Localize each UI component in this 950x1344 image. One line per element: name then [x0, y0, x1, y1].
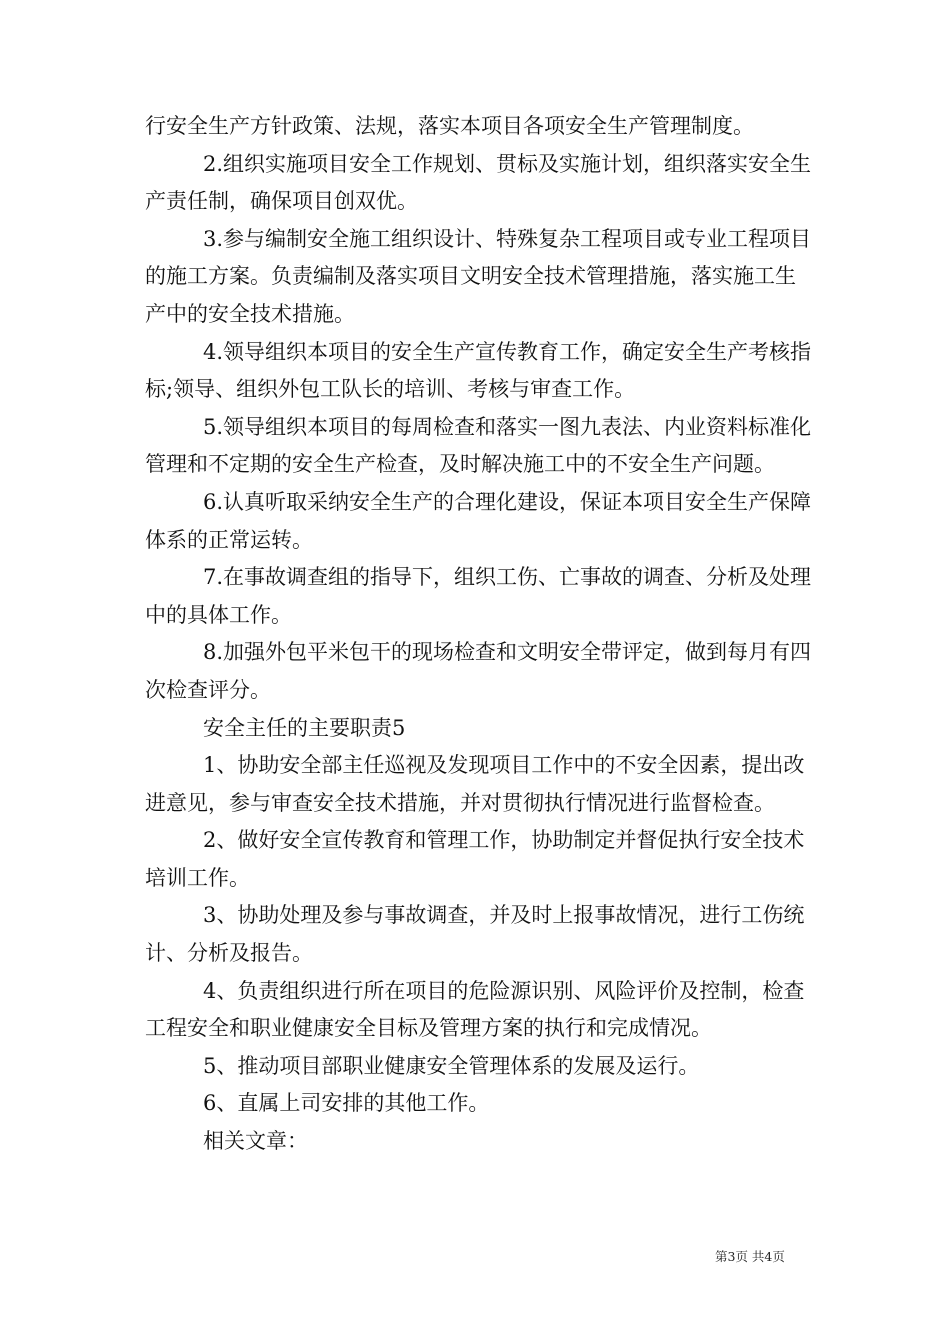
paragraph: 5.领导组织本项目的每周检查和落实一图九表法、内业资料标准化管理和不定期的安全生产检查，及时解决施工中的不安全生产问题。 [145, 414, 812, 477]
paragraph: 4.领导组织本项目的安全生产宣传教育工作，确定安全生产考核指标;领导、组织外包工队长的培训、考核与审查工作。 [145, 339, 812, 402]
section-heading: 安全主任的主要职责5 [203, 715, 406, 740]
paragraph: 6、直属上司安排的其他工作。 [203, 1091, 490, 1116]
paragraph: 2.组织实施项目安全工作规划、贯标及实施计划，组织落实安全生产责任制，确保项目创双优。 [145, 151, 812, 214]
paragraph: 行安全生产方针政策、法规，落实本项目各项安全生产管理制度。 [145, 114, 754, 138]
paragraph: 8.加强外包平米包干的现场检查和文明安全带评定，做到每月有四次检查评分。 [145, 640, 812, 702]
paragraph: 2、做好安全宣传教育和管理工作，协助制定并督促执行安全技术培训工作。 [145, 828, 805, 890]
paragraph: 3.参与编制安全施工组织设计、特殊复杂工程项目或专业工程项目的施工方案。负责编制及落实项目文明安全技术管理措施，落实施工生产中的安全技术措施。 [145, 226, 812, 326]
paragraph: 5、推动项目部职业健康安全管理体系的发展及运行。 [203, 1053, 700, 1078]
document-body [145, 108, 815, 1161]
page-number: 第3页 共4页 [715, 1249, 785, 1264]
paragraph: 6.认真听取采纳安全生产的合理化建设，保证本项目安全生产保障体系的正常运转。 [145, 489, 812, 552]
paragraph: 1、协助安全部主任巡视及发现项目工作中的不安全因素，提出改进意见，参与审查安全技术措施，并对贯彻执行情况进行监督检查。 [145, 753, 805, 815]
paragraph: 7.在事故调查组的指导下，组织工伤、亡事故的调查、分析及处理中的具体工作。 [145, 565, 812, 627]
paragraph: 3、协助处理及参与事故调查，并及时上报事故情况，进行工伤统计、分析及报告。 [145, 903, 805, 966]
paragraph: 4、负责组织进行所在项目的危险源识别、风险评价及控制，检查工程安全和职业健康安全目标及管理方案的执行和完成情况。 [145, 978, 805, 1041]
related-articles-label: 相关文章： [203, 1129, 308, 1154]
